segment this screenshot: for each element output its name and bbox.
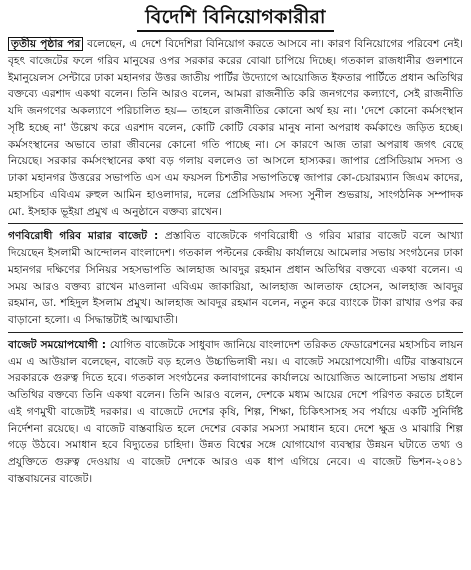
headline-wrap — [8, 4, 463, 34]
headline: বিদেশি বিনিয়োগকারীরা — [137, 4, 333, 32]
section-divider — [8, 223, 463, 224]
subheading: বাজেট সময়োপযোগী : — [8, 338, 107, 351]
paragraph-anti-poor-budget — [8, 228, 463, 329]
subheading: গণবিরোধী গরিব মারার বাজেট : — [8, 230, 159, 243]
paragraph-text: যোগিত বাজেটকে সাধুবাদ জানিয়ে বাংলাদেশ তরিকত ফেডারেশনের মহাসচিব লায়ন এম এ আউয়াল বলেছেন, বাজেট বড় হলেও উচ্চাভিলাষী নয়। এ বাজেট সময়োপযোগী। এটির বাস্তবায়নে সরকারকে গুরুত্ব দিতে হবে। গতকাল সংগঠনের কলাবাগানের কার্যালয়ে আয়োজিত আলোচনা সভায় প্রধান অতিথির বক্তব্যে তিনি একথা বলেন। তিনি আরও বলেন, দেশকে মধ্যম আয়ের দেশে পরিণত করতে চাইলে এই গণমুখী বাজেটই দরকার। এ বাজেটে দেশের কৃষি, শিল্প, শিক্ষা, চিকিৎসাসহ সব পর্যায়ে একটি সুনির্দিষ্ট নির্দেশনা রয়েছে। এ বাজেট বাস্তবায়িত হলে দেশের বেকার সমস্যা সমাধান হবে। দেশে ক্ষুদ্র ও মাঝারি শিল্প গড়ে উঠবে। সমাধান হবে বিদ্যুতের চাহিদা। উন্নত বিশ্বের সঙ্গে যোগাযোগ ব্যবস্থার উন্নয়ন ঘটাতে তথ্য ও প্রযুক্তিতে গুরুত্ব দেওয়ায় এ বাজেট দেশকে আরও এক ধাপ এগিয়ে নেবে। এ বাজেট ভিশন-২০৪১ বাস্তবায়নের বাজেট। — [8, 338, 463, 485]
paragraph-text: প্রস্তাবিত বাজেটকে গণবিরোধী ও গরিব মারার বাজেট বলে আখ্যা দিয়েছেন ইসলামী আন্দোলন বাংলাদেশ। গতকাল পল্টনের কেন্দ্রীয় কার্যালয়ে আমেলার সভায় সংগঠনের ঢাকা মহানগর দক্ষিণের সিনিয়র সহসভাপতি আলহাজ আবদুর রহমান প্রধান অতিথির বক্তব্যে একথা বলেন। এ সময় আরও বক্তব্য রাখেন মাওলানা এবিএম জাকারিয়া, আলহাজ আলতাফ হোসেন, আলহাজ আবদুর রহমান, ডা. শহিদুল ইসলাম প্রমুখ। আলহাজ আবদুর রহমান বলেন, নতুন করে ব্যাংকে টাকা রাখার ওপর কর বাড়ানো হলো। এ সিদ্ধান্তটাই আত্মঘাতী। — [8, 230, 463, 326]
paragraph-timely-budget — [8, 337, 463, 488]
section-divider — [8, 332, 463, 333]
paragraph-text: বলেছেন, এ দেশে বিদেশিরা বিনিয়োগ করতে আসবে না। কারণ বিনিয়োগের পরিবেশ নেই। বৃহৎ বাজেটের ফলে গরিব মানুষের ওপর সরকার করের বোঝা চাপিয়ে দিচ্ছে। গতকাল রাজধানীর গুলশানে ইমানুয়েলস সেন্টারে ঢাকা মহানগর উত্তর জাতীয় পার্টির উদ্যোগে আয়োজিত ইফতার পার্টিতে প্রধান অতিথির বক্তব্যে এরশাদ একথা বলেন। তিনি আরও বলেন, আমরা রাজনীতি করি জনগণের কল্যাণে, সেই রাজনীতি যদি জনগণের অকল্যাণে পরিচালিত হয়— তাহলে রাজনীতির কোনো অর্থ হয় না। 'দেশে কোনো কর্মসংস্থান সৃষ্টি হচ্ছে না' উল্লেখ করে এরশাদ বলেন, কোটি কোটি বেকার মানুষ নানা অপরাধ কর্মকাণ্ডে জড়িত হচ্ছে। কর্মসংস্থানের অভাবে তারা জীবনের কোনো গতি পাচ্ছে না। সে কারণে আজ তারা অপরাধ জগৎ বেছে নিয়েছে। সরকার কর্মসংস্থানের কথা বড় গলায় বললেও তা আসলে হাস্যকর। জাপার প্রেসিডিয়াম সদস্য ও ঢাকা মহানগর উত্তরের সভাপতি এস এম ফয়সল চিশতীর সভাপতিত্বে জাপার কো-চেয়ারম্যান জিএম কাদের, মহাসচিব এবিএম রুহুল আমিন হাওলাদার, দলের প্রেসিডিয়াম সদস্য সুনীল শুভরায়, সাংগঠনিক সম্পাদক মো. ইসহাক ভূইয়া প্রমুখ এ অনুষ্ঠানে বক্তব্য রাখেন। — [8, 38, 464, 218]
paragraph-intro — [8, 36, 463, 220]
continued-from-badge: তৃতীয় পৃষ্ঠার পর — [8, 37, 83, 51]
